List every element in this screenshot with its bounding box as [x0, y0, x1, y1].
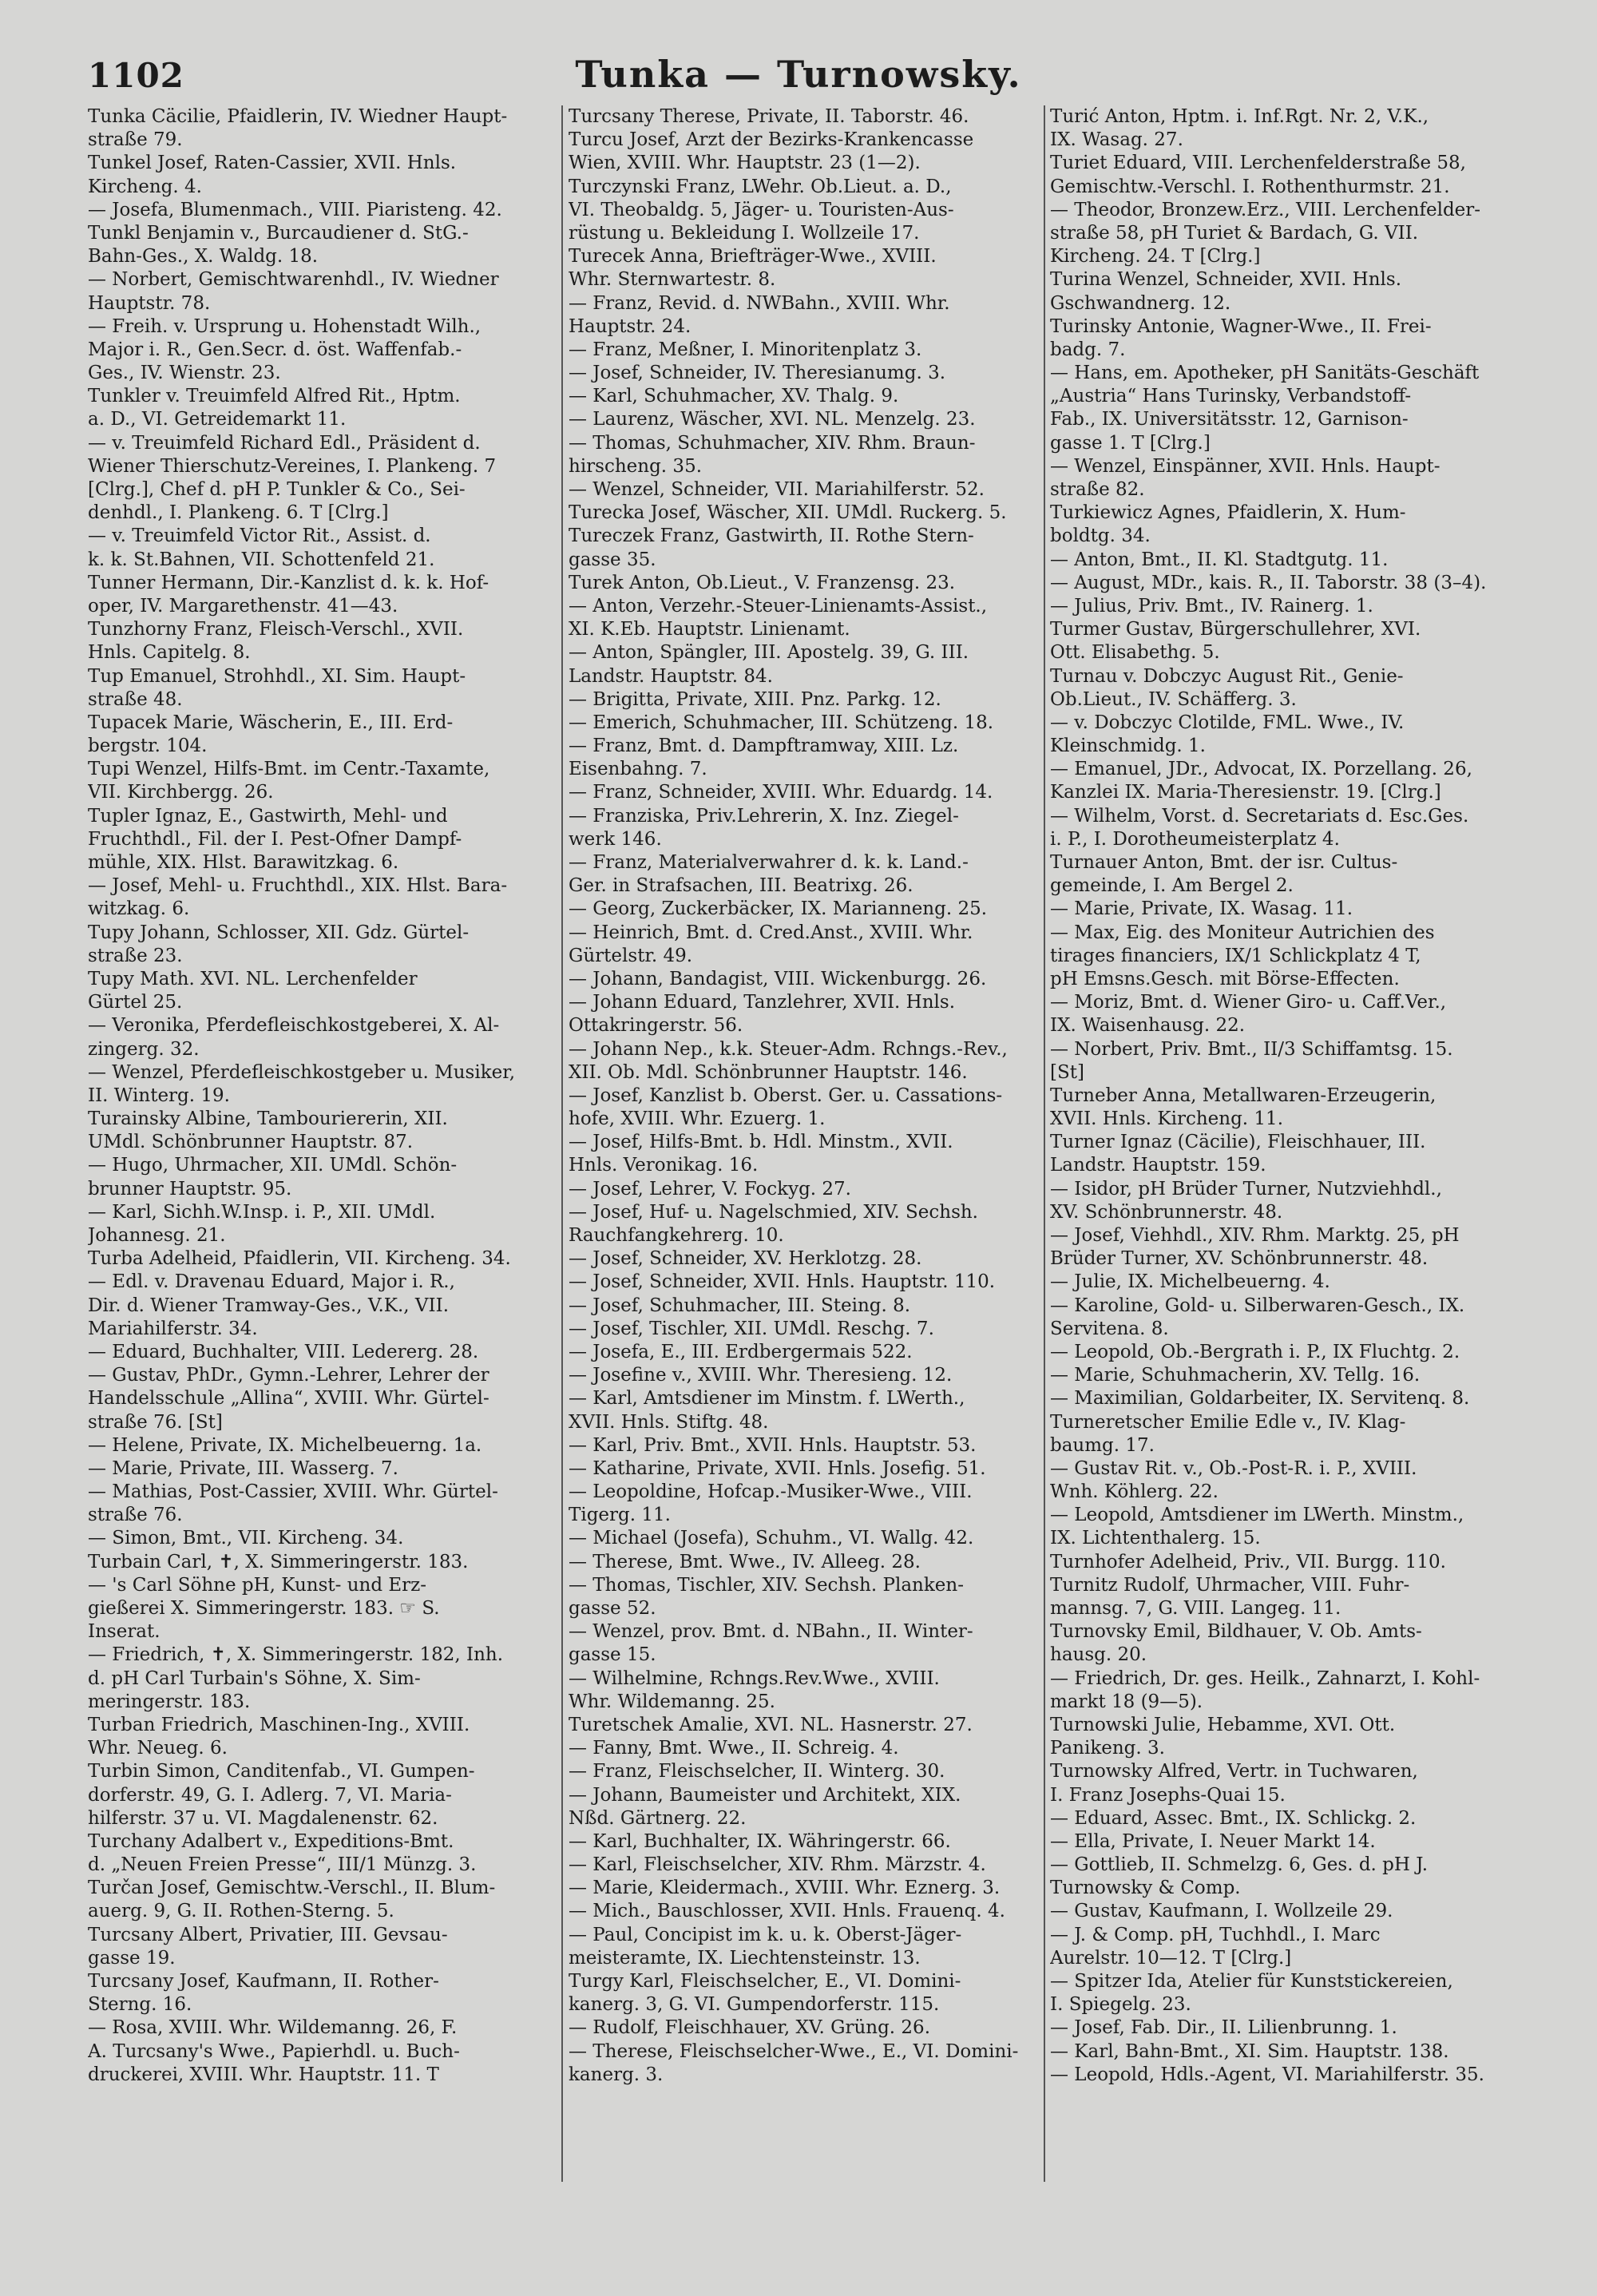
- directory-line: kanerg. 3, G. VI. Gumpendorferstr. 115.: [569, 1994, 940, 2016]
- directory-line: gemeinde, I. Am Bergel 2.: [1050, 875, 1294, 897]
- directory-line: gasse 52.: [569, 1598, 656, 1619]
- directory-line: — Gustav, Kaufmann, I. Wollzeile 29.: [1050, 1901, 1393, 1922]
- directory-line: — Friedrich, ✝, X. Simmeringerstr. 182, Inh.: [88, 1644, 504, 1666]
- directory-line: — Max, Eig. des Moniteur Autrichien des: [1050, 922, 1435, 943]
- directory-line: Turina Wenzel, Schneider, XVII. Hnls.: [1050, 269, 1402, 291]
- directory-line: Servitena. 8.: [1050, 1318, 1169, 1339]
- directory-line: Tunka Cäcilie, Pfaidlerin, IV. Wiedner Haupt-: [88, 106, 508, 127]
- directory-line: Turgy Karl, Fleischselcher, E., VI. Domini-: [569, 1971, 961, 1992]
- directory-line: — Norbert, Priv. Bmt., II/3 Schiffamtsg. 15.: [1050, 1038, 1453, 1060]
- directory-line: [St]: [1050, 1061, 1084, 1083]
- directory-line: Turić Anton, Hptm. i. Inf.Rgt. Nr. 2, V.K.,: [1050, 106, 1429, 127]
- directory-line: — Josef, Hilfs-Bmt. b. Hdl. Minstm., XVII.: [569, 1132, 953, 1153]
- directory-line: — Marie, Schuhmacherin, XV. Tellg. 16.: [1050, 1365, 1421, 1386]
- directory-line: — Josef, Kanzlist b. Oberst. Ger. u. Cassations-: [569, 1085, 1003, 1106]
- directory-line: straße 76.: [88, 1505, 183, 1526]
- directory-line: hilferstr. 37 u. VI. Magdalenenstr. 62.: [88, 1807, 438, 1829]
- directory-line: XI. K.Eb. Hauptstr. Linienamt.: [569, 619, 850, 640]
- directory-line: Landstr. Hauptstr. 159.: [1050, 1155, 1266, 1176]
- directory-line: — Josef, Lehrer, V. Fockyg. 27.: [569, 1178, 851, 1200]
- directory-line: A. Turcsany's Wwe., Papierhdl. u. Buch-: [88, 2040, 460, 2062]
- directory-line: — Leopold, Ob.-Bergrath i. P., IX Fluchtg. 2.: [1050, 1341, 1460, 1362]
- directory-line: Turneretscher Emilie Edle v., IV. Klag-: [1050, 1411, 1406, 1433]
- directory-line: Dir. d. Wiener Tramway-Ges., V.K., VII.: [88, 1295, 450, 1316]
- directory-line: Ott. Elisabethg. 5.: [1050, 642, 1220, 664]
- directory-line: — Maximilian, Goldarbeiter, IX. Servitenq. 8.: [1050, 1388, 1470, 1410]
- directory-line: Wien, XVIII. Whr. Hauptstr. 23 (1—2).: [569, 153, 921, 174]
- directory-line: — Laurenz, Wäscher, XVI. NL. Menzelg. 23.: [569, 409, 976, 430]
- directory-line: Brüder Turner, XV. Schönbrunnerstr. 48.: [1050, 1248, 1429, 1270]
- directory-line: — Helene, Private, IX. Michelbeuerng. 1a.: [88, 1434, 482, 1456]
- directory-line: straße 58, pH Turiet & Bardach, G. VII.: [1050, 222, 1419, 244]
- directory-line: dorferstr. 49, G. I. Adlerg. 7, VI. Maria-: [88, 1784, 452, 1806]
- directory-line: — Leopoldine, Hofcap.-Musiker-Wwe., VIII.: [569, 1481, 973, 1503]
- directory-line: Kleinschmidg. 1.: [1050, 736, 1206, 757]
- directory-line: XVII. Hnls. Stiftg. 48.: [569, 1411, 769, 1433]
- directory-line: — Josef, Viehhdl., XIV. Rhm. Marktg. 25, pH: [1050, 1225, 1460, 1246]
- directory-line: — Josef, Schuhmacher, III. Steing. 8.: [569, 1295, 911, 1316]
- directory-line: a. D., VI. Getreidemarkt 11.: [88, 409, 347, 430]
- directory-line: XII. Ob. Mdl. Schönbrunner Hauptstr. 146.: [569, 1061, 968, 1083]
- directory-line: — Josef, Fab. Dir., II. Lilienbrunng. 1.: [1050, 2017, 1397, 2039]
- directory-line: Ottakringerstr. 56.: [569, 1015, 743, 1037]
- directory-line: Tupy Math. XVI. NL. Lerchenfelder: [88, 968, 418, 989]
- directory-line: — Marie, Kleidermach., XVIII. Whr. Eznerg. 3.: [569, 1878, 1001, 1899]
- directory-line: Wnh. Köhlerg. 22.: [1050, 1481, 1219, 1503]
- directory-line: Eisenbahng. 7.: [569, 759, 707, 780]
- directory-line: I. Spiegelg. 23.: [1050, 1994, 1191, 2016]
- directory-line: IX. Waisenhausg. 22.: [1050, 1015, 1246, 1037]
- directory-line: Turba Adelheid, Pfaidlerin, VII. Kircheng. 34.: [88, 1248, 511, 1270]
- directory-line: Tupacek Marie, Wäscherin, E., III. Erd-: [88, 712, 454, 733]
- directory-line: — August, MDr., kais. R., II. Taborstr. 38 (3–4).: [1050, 572, 1487, 593]
- directory-line: — Michael (Josefa), Schuhm., VI. Wallg. 42.: [569, 1528, 974, 1549]
- directory-line: — Wilhelm, Vorst. d. Secretariats d. Esc.Ges.: [1050, 805, 1469, 827]
- directory-line: — Thomas, Schuhmacher, XIV. Rhm. Braun-: [569, 432, 976, 454]
- directory-line: — Wenzel, Pferdefleischkostgeber u. Musiker,: [88, 1061, 516, 1083]
- directory-line: — Ella, Private, I. Neuer Markt 14.: [1050, 1830, 1376, 1852]
- directory-line: Turinsky Antonie, Wagner-Wwe., II. Frei-: [1050, 315, 1432, 337]
- directory-line: straße 76. [St]: [88, 1411, 223, 1433]
- directory-line: — Moriz, Bmt. d. Wiener Giro- u. Caff.Ver.,: [1050, 992, 1447, 1013]
- directory-line: Turchany Adalbert v., Expeditions-Bmt.: [88, 1830, 454, 1852]
- directory-line: — Wilhelmine, Rchngs.Rev.Wwe., XVIII.: [569, 1667, 940, 1689]
- directory-line: — v. Treuimfeld Richard Edl., Präsident d.: [88, 432, 481, 454]
- directory-line: — Karoline, Gold- u. Silberwaren-Gesch., IX.: [1050, 1295, 1465, 1316]
- directory-line: — Eduard, Buchhalter, VIII. Ledererg. 28.: [88, 1341, 479, 1362]
- directory-line: IX. Lichtenthalerg. 15.: [1050, 1528, 1261, 1549]
- directory-line: Ob.Lieut., IV. Schäfferg. 3.: [1050, 688, 1297, 710]
- directory-line: Gürtelstr. 49.: [569, 945, 693, 966]
- directory-line: — Josefine v., XVIII. Whr. Theresieng. 12.: [569, 1365, 953, 1386]
- directory-line: hausg. 20.: [1050, 1644, 1147, 1666]
- directory-line: gasse 15.: [569, 1644, 656, 1666]
- directory-line: Gürtel 25.: [88, 992, 183, 1013]
- directory-line: — Mathias, Post-Cassier, XVIII. Whr. Gürtel-: [88, 1481, 498, 1503]
- directory-line: Johannesg. 21.: [88, 1225, 226, 1246]
- directory-line: — Thomas, Tischler, XIV. Sechsh. Planken-: [569, 1574, 964, 1596]
- directory-line: witzkag. 6.: [88, 898, 190, 920]
- page-header: [0, 50, 1597, 105]
- directory-line: „Austria“ Hans Turinsky, Verbandstoff-: [1050, 386, 1412, 407]
- directory-line: — Therese, Fleischselcher-Wwe., E., VI. Domini-: [569, 2040, 1019, 2062]
- directory-line: Major i. R., Gen.Secr. d. öst. Waffenfab.-: [88, 339, 462, 360]
- directory-line: — Julius, Priv. Bmt., IV. Rainerg. 1.: [1050, 595, 1373, 617]
- directory-line: Nßd. Gärtnerg. 22.: [569, 1807, 747, 1829]
- directory-line: Turčan Josef, Gemischtw.-Verschl., II. Blum-: [88, 1878, 496, 1899]
- directory-line: — Anton, Spängler, III. Apostelg. 39, G. III.: [569, 642, 969, 664]
- directory-line: — Wenzel, Einspänner, XVII. Hnls. Haupt-: [1050, 455, 1440, 477]
- column-2: [569, 105, 1048, 2262]
- directory-line: Whr. Neueg. 6.: [88, 1738, 228, 1759]
- directory-line: meringerstr. 183.: [88, 1691, 251, 1712]
- directory-line: Tunzhorny Franz, Fleisch-Verschl., XVII.: [88, 619, 464, 640]
- directory-line: brunner Hauptstr. 95.: [88, 1178, 292, 1200]
- directory-line: — Anton, Verzehr.-Steuer-Linienamts-Assist.,: [569, 595, 988, 617]
- directory-line: — Josef, Schneider, XV. Herklotzg. 28.: [569, 1248, 922, 1270]
- directory-line: Gemischtw.-Verschl. I. Rothenthurmstr. 21.: [1050, 176, 1450, 197]
- directory-line: — Karl, Fleischselcher, XIV. Rhm. Märzstr. 4.: [569, 1854, 986, 1876]
- directory-line: hirscheng. 35.: [569, 455, 703, 477]
- directory-line: — Friedrich, Dr. ges. Heilk., Zahnarzt, I. Kohl-: [1050, 1667, 1480, 1689]
- directory-line: — Karl, Buchhalter, IX. Währingerstr. 66.: [569, 1830, 951, 1852]
- directory-line: gießerei X. Simmeringerstr. 183. ☞ S.: [88, 1598, 440, 1619]
- directory-line: — Gustav, PhDr., Gymn.-Lehrer, Lehrer der: [88, 1365, 489, 1386]
- directory-line: — Leopold, Amtsdiener im LWerth. Minstm.,: [1050, 1505, 1464, 1526]
- directory-line: Tunkler v. Treuimfeld Alfred Rit., Hptm.: [88, 386, 461, 407]
- directory-line: k. k. St.Bahnen, VII. Schottenfeld 21.: [88, 549, 435, 570]
- directory-line: — Norbert, Gemischtwarenhdl., IV. Wiedner: [88, 269, 499, 291]
- directory-line: gasse 19.: [88, 1947, 176, 1969]
- directory-line: Turnauer Anton, Bmt. der isr. Cultus-: [1050, 852, 1398, 873]
- directory-line: Rauchfangkehrerg. 10.: [569, 1225, 784, 1246]
- directory-line: — Wenzel, Schneider, VII. Mariahilferstr. 52.: [569, 479, 985, 500]
- directory-line: Tupler Ignaz, E., Gastwirth, Mehl- und: [88, 805, 448, 827]
- directory-line: rüstung u. Bekleidung I. Wollzeile 17.: [569, 222, 920, 244]
- directory-line: — Spitzer Ida, Atelier für Kunststickereien,: [1050, 1971, 1453, 1992]
- directory-line: bergstr. 104.: [88, 736, 208, 757]
- directory-line: — Karl, Amtsdiener im Minstm. f. LWerth.,: [569, 1388, 965, 1410]
- directory-line: — Franz, Meßner, I. Minoritenplatz 3.: [569, 339, 922, 360]
- directory-line: — Julie, IX. Michelbeuerng. 4.: [1050, 1271, 1330, 1293]
- directory-line: — Fanny, Bmt. Wwe., II. Schreig. 4.: [569, 1738, 899, 1759]
- directory-line: IX. Wasag. 27.: [1050, 129, 1183, 151]
- directory-line: oper, IV. Margarethenstr. 41—43.: [88, 595, 398, 617]
- directory-line: Turnovsky Emil, Bildhauer, V. Ob. Amts-: [1050, 1621, 1422, 1643]
- directory-line: — Karl, Bahn-Bmt., XI. Sim. Hauptstr. 138.: [1050, 2040, 1449, 2062]
- directory-line: Bahn-Ges., X. Waldg. 18.: [88, 246, 319, 268]
- directory-line: — Edl. v. Dravenau Eduard, Major i. R.,: [88, 1271, 455, 1293]
- directory-line: — v. Dobczyc Clotilde, FML. Wwe., IV.: [1050, 712, 1405, 733]
- directory-line: Hnls. Capitelg. 8.: [88, 642, 251, 664]
- directory-line: — Hugo, Uhrmacher, XII. UMdl. Schön-: [88, 1155, 458, 1176]
- directory-line: gasse 1. T [Clrg.]: [1050, 432, 1211, 454]
- directory-line: boldtg. 34.: [1050, 525, 1151, 547]
- directory-line: — Anton, Bmt., II. Kl. Stadtgutg. 11.: [1050, 549, 1389, 570]
- directory-line: II. Winterg. 19.: [88, 1085, 230, 1106]
- directory-line: — J. & Comp. pH, Tuchhdl., I. Marc: [1050, 1924, 1381, 1945]
- directory-line: Turiet Eduard, VIII. Lerchenfelderstraße 58,: [1050, 153, 1466, 174]
- directory-line: VII. Kirchbergg. 26.: [88, 782, 274, 803]
- directory-line: — Simon, Bmt., VII. Kircheng. 34.: [88, 1528, 404, 1549]
- directory-line: mühle, XIX. Hlst. Barawitzkag. 6.: [88, 852, 399, 873]
- directory-line: Sterng. 16.: [88, 1994, 192, 2016]
- directory-line: Landstr. Hauptstr. 84.: [569, 665, 773, 687]
- directory-line: straße 79.: [88, 129, 183, 151]
- directory-line: mannsg. 7, G. VIII. Langeg. 11.: [1050, 1598, 1341, 1619]
- directory-line: — Leopold, Hdls.-Agent, VI. Mariahilferstr. 35.: [1050, 2064, 1484, 2085]
- directory-line: VI. Theobaldg. 5, Jäger- u. Touristen-Aus-: [569, 199, 954, 220]
- directory-line: Tureczek Franz, Gastwirth, II. Rothe Stern-: [569, 525, 974, 547]
- directory-line: Turneber Anna, Metallwaren-Erzeugerin,: [1050, 1085, 1437, 1106]
- directory-line: Turnhofer Adelheid, Priv., VII. Burgg. 110.: [1050, 1551, 1446, 1572]
- directory-line: Turner Ignaz (Cäcilie), Fleischhauer, III.: [1050, 1132, 1426, 1153]
- directory-line: Turnitz Rudolf, Uhrmacher, VIII. Fuhr-: [1050, 1574, 1410, 1596]
- directory-line: Turcsany Josef, Kaufmann, II. Rother-: [88, 1971, 439, 1992]
- directory-line: meisteramte, IX. Liechtensteinstr. 13.: [569, 1947, 921, 1969]
- directory-line: Turkiewicz Agnes, Pfaidlerin, X. Hum-: [1050, 502, 1406, 524]
- directory-line: — v. Treuimfeld Victor Rit., Assist. d.: [88, 525, 431, 547]
- directory-line: — Rudolf, Fleischhauer, XV. Grüng. 26.: [569, 2017, 931, 2039]
- directory-line: i. P., I. Dorotheumeisterplatz 4.: [1050, 828, 1340, 850]
- directory-line: — Johann Eduard, Tanzlehrer, XVII. Hnls.: [569, 992, 956, 1013]
- directory-line: — Wenzel, prov. Bmt. d. NBahn., II. Winter-: [569, 1621, 973, 1643]
- directory-line: gasse 35.: [569, 549, 656, 570]
- directory-line: badg. 7.: [1050, 339, 1126, 360]
- directory-line: — Paul, Concipist im k. u. k. Oberst-Jäger-: [569, 1924, 962, 1945]
- directory-line: Turainsky Albine, Tambouriererin, XII.: [88, 1108, 448, 1130]
- directory-line: hofe, XVIII. Whr. Ezuerg. 1.: [569, 1108, 826, 1130]
- directory-line: — Gustav Rit. v., Ob.-Post-R. i. P., XVIII.: [1050, 1457, 1417, 1479]
- column-3: [1050, 105, 1529, 2262]
- directory-line: Kircheng. 4.: [88, 176, 202, 197]
- directory-line: I. Franz Josephs-Quai 15.: [1050, 1784, 1286, 1806]
- directory-line: Ges., IV. Wienstr. 23.: [88, 363, 281, 384]
- directory-line: pH Emsns.Gesch. mit Börse-Effecten.: [1050, 968, 1400, 989]
- directory-line: Turnau v. Dobczyc August Rit., Genie-: [1050, 665, 1404, 687]
- directory-line: — Johann Nep., k.k. Steuer-Adm. Rchngs.-Rev.,: [569, 1038, 1008, 1060]
- directory-line: — Karl, Schuhmacher, XV. Thalg. 9.: [569, 386, 899, 407]
- directory-line: Hnls. Veronikag. 16.: [569, 1155, 759, 1176]
- directory-line: — Brigitta, Private, XIII. Pnz. Parkg. 12.: [569, 688, 941, 710]
- directory-line: Tup Emanuel, Strohhdl., XI. Sim. Haupt-: [88, 665, 466, 687]
- directory-line: — Karl, Priv. Bmt., XVII. Hnls. Hauptstr. 53.: [569, 1434, 977, 1456]
- directory-line: Turnowski Julie, Hebamme, XVI. Ott.: [1050, 1714, 1396, 1735]
- directory-line: Turcu Josef, Arzt der Bezirks-Krankencasse: [569, 129, 974, 151]
- directory-line: — Georg, Zuckerbäcker, IX. Marianneng. 25.: [569, 898, 988, 920]
- directory-line: — Marie, Private, III. Wasserg. 7.: [88, 1457, 398, 1479]
- directory-line: UMdl. Schönbrunner Hauptstr. 87.: [88, 1132, 414, 1153]
- directory-line: — Marie, Private, IX. Wasag. 11.: [1050, 898, 1353, 920]
- page-number: 1102: [88, 56, 184, 95]
- directory-line: d. „Neuen Freien Presse“, III/1 Münzg. 3.: [88, 1854, 477, 1876]
- directory-line: — Emanuel, JDr., Advocat, IX. Porzellang. 26,: [1050, 759, 1472, 780]
- directory-line: Turcsany Therese, Private, II. Taborstr. 46.: [569, 106, 969, 127]
- directory-line: tirages financiers, IX/1 Schlickplatz 4 T,: [1050, 945, 1421, 966]
- directory-line: Tigerg. 11.: [569, 1505, 671, 1526]
- directory-line: Turbin Simon, Canditenfab., VI. Gumpen-: [88, 1761, 475, 1782]
- directory-line: Aurelstr. 10—12. T [Clrg.]: [1050, 1947, 1292, 1969]
- directory-line: — Heinrich, Bmt. d. Cred.Anst., XVIII. Whr.: [569, 922, 973, 943]
- directory-line: — Josef, Huf- u. Nagelschmied, XIV. Sechsh.: [569, 1201, 978, 1223]
- directory-line: — Rosa, XVIII. Whr. Wildemanng. 26, F.: [88, 2017, 458, 2039]
- directory-line: XVII. Hnls. Kircheng. 11.: [1050, 1108, 1284, 1130]
- directory-line: druckerei, XVIII. Whr. Hauptstr. 11. T: [88, 2064, 439, 2085]
- directory-line: zingerg. 32.: [88, 1038, 200, 1060]
- directory-line: baumg. 17.: [1050, 1434, 1155, 1456]
- column-1: [88, 105, 567, 2262]
- directory-line: — Eduard, Assec. Bmt., IX. Schlickg. 2.: [1050, 1807, 1417, 1829]
- directory-line: Handelsschule „Allina“, XVIII. Whr. Gürtel-: [88, 1388, 489, 1410]
- directory-line: Tupi Wenzel, Hilfs-Bmt. im Centr.-Taxamte,: [88, 759, 490, 780]
- directory-line: — Josefa, Blumenmach., VIII. Piaristeng. 42.: [88, 199, 502, 220]
- directory-line: Kircheng. 24. T [Clrg.]: [1050, 246, 1261, 268]
- directory-line: werk 146.: [569, 828, 662, 850]
- directory-line: — 's Carl Söhne pH, Kunst- und Erz-: [88, 1574, 427, 1596]
- directory-line: — Josef, Mehl- u. Fruchthdl., XIX. Hlst. Bara-: [88, 875, 508, 897]
- directory-line: Fruchthdl., Fil. der I. Pest-Ofner Dampf-: [88, 828, 462, 850]
- directory-line: auerg. 9, G. II. Rothen-Sterng. 5.: [88, 1901, 394, 1922]
- directory-line: Gschwandnerg. 12.: [1050, 292, 1231, 314]
- directory-line: Whr. Wildemanng. 25.: [569, 1691, 775, 1712]
- directory-line: — Franz, Materialverwahrer d. k. k. Land.-: [569, 852, 969, 873]
- directory-line: — Josef, Tischler, XII. UMdl. Reschg. 7.: [569, 1318, 934, 1339]
- directory-line: Turban Friedrich, Maschinen-Ing., XVIII.: [88, 1714, 470, 1735]
- directory-line: — Isidor, pH Brüder Turner, Nutzviehhdl.,: [1050, 1178, 1442, 1200]
- directory-line: markt 18 (9—5).: [1050, 1691, 1203, 1712]
- directory-line: XV. Schönbrunnerstr. 48.: [1050, 1201, 1283, 1223]
- directory-line: — Josef, Schneider, XVII. Hnls. Hauptstr. 110.: [569, 1271, 996, 1293]
- directory-line: — Josefa, E., III. Erdbergermais 522.: [569, 1341, 913, 1362]
- directory-line: — Johann, Bandagist, VIII. Wickenburgg. 26.: [569, 968, 987, 989]
- directory-line: Turczynski Franz, LWehr. Ob.Lieut. a. D.,: [569, 176, 952, 197]
- directory-line: — Emerich, Schuhmacher, III. Schützeng. 18.: [569, 712, 994, 733]
- directory-line: d. pH Carl Turbain's Söhne, X. Sim-: [88, 1667, 421, 1689]
- directory-line: Kanzlei IX. Maria-Theresienstr. 19. [Clrg.]: [1050, 782, 1441, 803]
- directory-line: Turecek Anna, Briefträger-Wwe., XVIII.: [569, 246, 937, 268]
- directory-line: Turbain Carl, ✝, X. Simmeringerstr. 183.: [88, 1551, 469, 1572]
- directory-line: Panikeng. 3.: [1050, 1738, 1165, 1759]
- directory-line: — Hans, em. Apotheker, pH Sanitäts-Geschäft: [1050, 363, 1480, 384]
- directory-line: Whr. Sternwartestr. 8.: [569, 269, 776, 291]
- directory-line: — Franziska, Priv.Lehrerin, X. Inz. Ziegel-: [569, 805, 959, 827]
- directory-line: — Gottlieb, II. Schmelzg. 6, Ges. d. pH J.: [1050, 1854, 1429, 1876]
- directory-line: — Freih. v. Ursprung u. Hohenstadt Wilh.,: [88, 315, 481, 337]
- directory-line: Inserat.: [88, 1621, 160, 1643]
- directory-line: — Mich., Bauschlosser, XVII. Hnls. Frauenq. 4.: [569, 1901, 1005, 1922]
- directory-line: — Franz, Revid. d. NWBahn., XVIII. Whr.: [569, 292, 950, 314]
- directory-line: — Franz, Fleischselcher, II. Winterg. 30.: [569, 1761, 945, 1782]
- directory-line: Turecka Josef, Wäscher, XII. UMdl. Ruckerg. 5.: [569, 502, 1007, 524]
- directory-line: Tupy Johann, Schlosser, XII. Gdz. Gürtel-: [88, 922, 470, 943]
- directory-line: Tunner Hermann, Dir.-Kanzlist d. k. k. Hof-: [88, 572, 489, 593]
- directory-line: Wiener Thierschutz-Vereines, I. Plankeng. 7: [88, 455, 497, 477]
- directory-line: Turmer Gustav, Bürgerschullehrer, XVI.: [1050, 619, 1421, 640]
- directory-line: kanerg. 3.: [569, 2064, 664, 2085]
- directory-line: — Therese, Bmt. Wwe., IV. Alleeg. 28.: [569, 1551, 921, 1572]
- directory-line: Mariahilferstr. 34.: [88, 1318, 258, 1339]
- directory-line: — Johann, Baumeister und Architekt, XIX.: [569, 1784, 961, 1806]
- directory-line: straße 82.: [1050, 479, 1145, 500]
- directory-line: — Franz, Schneider, XVIII. Whr. Eduardg. 14.: [569, 782, 993, 803]
- directory-line: Fab., IX. Universitätsstr. 12, Garnison-: [1050, 409, 1409, 430]
- directory-line: Hauptstr. 24.: [569, 315, 692, 337]
- directory-line: Tunkel Josef, Raten-Cassier, XVII. Hnls.: [88, 153, 457, 174]
- directory-line: straße 23.: [88, 945, 183, 966]
- directory-line: — Karl, Sichh.W.Insp. i. P., XII. UMdl.: [88, 1201, 436, 1223]
- directory-line: Turek Anton, Ob.Lieut., V. Franzensg. 23.: [569, 572, 956, 593]
- directory-line: Hauptstr. 78.: [88, 292, 211, 314]
- directory-line: — Veronika, Pferdefleischkostgeberei, X. Al-: [88, 1015, 500, 1037]
- directory-line: Turnowsky Alfred, Vertr. in Tuchwaren,: [1050, 1761, 1418, 1782]
- directory-line: Turcsany Albert, Privatier, III. Gevsau-: [88, 1924, 448, 1945]
- directory-line: — Josef, Schneider, IV. Theresianumg. 3.: [569, 363, 946, 384]
- directory-line: [Clrg.], Chef d. pH P. Tunkler & Co., Sei-: [88, 479, 466, 500]
- directory-line: Turetschek Amalie, XVI. NL. Hasnerstr. 27.: [569, 1714, 973, 1735]
- directory-line: straße 48.: [88, 688, 183, 710]
- directory-line: — Theodor, Bronzew.Erz., VIII. Lerchenfelder-: [1050, 199, 1481, 220]
- directory-line: Ger. in Strafsachen, III. Beatrixg. 26.: [569, 875, 913, 897]
- directory-line: Turnowsky & Comp.: [1050, 1878, 1241, 1899]
- directory-line: Tunkl Benjamin v., Burcaudiener d. StG.-: [88, 222, 469, 244]
- directory-line: denhdl., I. Plankeng. 6. T [Clrg.]: [88, 502, 389, 524]
- page-title: Tunka — Turnowsky.: [575, 53, 1022, 96]
- directory-line: — Katharine, Private, XVII. Hnls. Josefig. 51.: [569, 1457, 986, 1479]
- directory-line: — Franz, Bmt. d. Dampftramway, XIII. Lz.: [569, 736, 959, 757]
